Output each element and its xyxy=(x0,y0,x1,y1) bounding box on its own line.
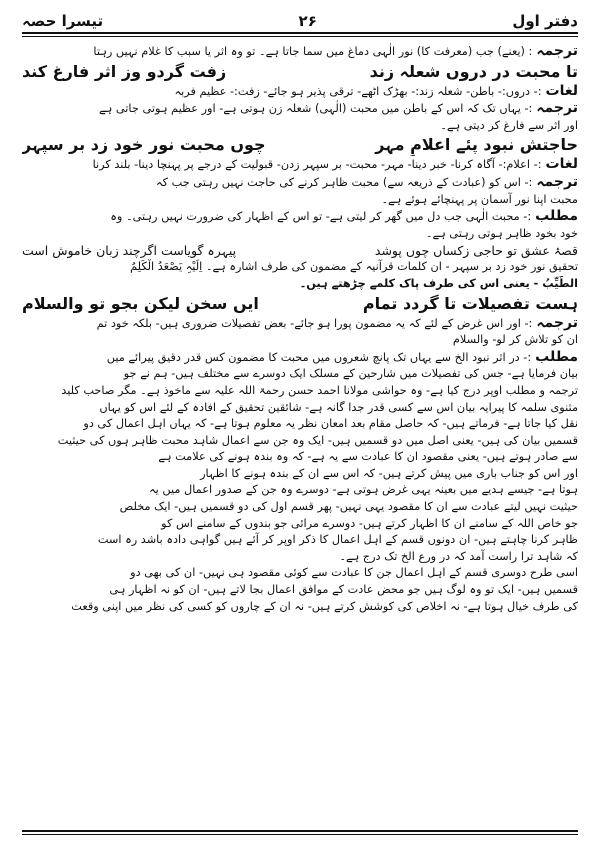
text-line: بیان فرمایا ہے- جس کی تفصیلات میں شارحین کے مسلک ایک دوسرے سے مختلف ہیں- ہم نے جو xyxy=(123,367,578,381)
page-body xyxy=(22,43,578,615)
text-line: نقل کیا جاتا ہے- فرماتے ہیں- کہ حاصل مقام بعد امعان نظر یہ معلوم ہوتا ہے- کہ یہاں اہل اعمال کی دو xyxy=(83,417,578,431)
verse-hemistich: قصۂ عشق تو حاجی زکساں چوں پوشد xyxy=(374,243,578,259)
text-line: خود بخود ظاہر ہوتی رہتی ہے۔ xyxy=(425,226,578,240)
text-line: اور اس کو جناب باری میں پیش کرتے ہیں- کہ اس سے ان کے بندہ ہونے کا اظہار xyxy=(200,466,578,480)
verse-hemistich: تا محبت در دروں شعلہ زند xyxy=(369,61,578,81)
text-line: ترجمہ:- اور اس غرض کے لئے کہ یہ مضمون پورا ہو جائے- بعض تفصیلات ضروری ہیں- بلکہ خود تم xyxy=(96,314,578,331)
header-rule xyxy=(22,32,578,37)
part-title: تیسرا حصہ xyxy=(22,12,104,30)
text-line: الطَّیِّبُ - یعنی اس کی طرف پاک کلمے چڑھتے ہیں۔ xyxy=(299,276,578,290)
text-line: قسمیں بیان کی ہیں- یعنی اصل میں دو قسمیں ہیں- ایک وہ جن سے اعمال شاہد محبت ظاہر ہوں کی حیثیت xyxy=(57,433,578,447)
verse-hemistich: زفت گردو وز اثر فارغ کند xyxy=(22,61,227,81)
book-title: دفتر اول xyxy=(512,12,578,30)
verse-couplet xyxy=(22,134,578,156)
text-line: کی طرف خیال ہوتا ہے- نہ اخلاص کی کوشش کرتے ہیں- نہ ان کے چاروں کو کسی کی نظر میں اپنی وقعت xyxy=(71,599,578,613)
label-tarjama: ترجمہ xyxy=(536,173,578,190)
text-line: لغات:- دروں:- باطن- شعلہ زند:- بھڑک اٹھے- ترقی پذیر ہو جائے- زفت:- عظیم فربہ xyxy=(174,82,578,99)
text-line: کہ شاہد ترا راست آمد کہ در ورع الخ تک درج ہے۔ xyxy=(339,549,578,563)
text-line: اسی طرح دوسری قسم کے اہل اعمال جن کا عبادت سے کوئی مقصود ہی نہیں- ان کی بھی دو xyxy=(130,566,578,580)
page-header xyxy=(22,8,578,30)
verse-couplet xyxy=(22,242,578,259)
footer-rule xyxy=(22,830,578,835)
label-tarjama: ترجمہ xyxy=(536,314,578,331)
text-line: مطلب:- محبت الٰہی جب دل میں گھر کر لیتی ہے- تو اس کے اظہار کی ضرورت نہیں رہتی۔ وہ xyxy=(110,208,578,225)
label-matlab: مطلب xyxy=(535,348,578,365)
verse-hemistich: پیہرہ گویاست اگرچند زبان خاموش است xyxy=(22,243,237,259)
text-line: ظاہر کرنا چاہتے ہیں- ان دونوں قسم کے اہل اعمال کا ذکر اوپر کر آئے ہیں گواہی دادہ باشد رہ است xyxy=(97,533,578,547)
text-line: اور اثر سے فارغ کر دیتی ہے۔ xyxy=(440,118,578,132)
text-line: ترجمہ و مطلب اوپر درج کیا ہے- وہ حواشی مولانا احمد حسن رحمۃ اللہ علیہ سے ماخوذ ہے۔ مگر صاحب کلید xyxy=(61,383,578,397)
text-line: لغات:- اعلام:- آگاہ کرنا- خبر دینا- مہر- محبت- بر سپہر زدن- قبولیت کے درجے پر پہنچا دینا- بلند کرنا xyxy=(92,156,578,173)
text-line: ترجمہ:- یہاں تک کہ اس کے باطن میں محبت (الٰہی) شعلہ زن ہوتی ہے- اور عظیم ہوتی جاتی ہے xyxy=(99,100,578,117)
text-line: ان کو تلاش کر لو- والسلام xyxy=(452,333,578,347)
label-tarjama: ترجمہ xyxy=(536,100,578,117)
text-line: جو خاص اللہ کے سامنے ان کا اظہار کرتے ہیں- دوسرے مرائی جو بندوں کے سامنے اس کو xyxy=(161,516,578,530)
text-line: حیثیت نہیں لیتے عبادت سے ان کا مقصود یہی نہیں- پھر قسم اول کی دو قسمیں ہیں- ایک مخلص xyxy=(119,500,578,514)
text-line: قسمیں ہیں- ایک تو وہ لوگ ہیں جو محض عادت کے موافق اعمال بجا لاتے ہیں- ان کو نہ اظہار ہی xyxy=(109,583,578,597)
page-number: ۲۶ xyxy=(298,12,317,30)
text-line: تحقیق نور خود زد بر سپہر - ان کلمات قرآنیہ کے مضمون کی طرف اشارہ ہے۔ اِلَیْہِ یَصْعَدُ الْکَلِمُ xyxy=(130,260,578,274)
text-line: سے صادر ہوتے ہیں- یعنی مقصود ان کا عبادت سے یہ ہے- کہ وہ بندہ ہونے کی علامت ہے xyxy=(158,450,578,464)
verse-couplet xyxy=(22,61,578,83)
text-line: مثنوی سلمہ کا پیرایہ بیان اس سے کسی قدر جدا گانہ ہے- شائقین تحقیق کے افادہ کے لئے اس کو یہاں xyxy=(99,400,578,414)
text-line: ہوتا ہے- جیسے ہدیے میں بعینہ یہی غرض ہوتی ہے- دوسرے وہ جن کے صدور اعمال میں یہ xyxy=(149,483,578,497)
label-tarjama: ترجمہ xyxy=(536,43,578,59)
label-matlab: مطلب xyxy=(535,208,578,225)
verse-hemistich: حاجتش نبود پئے اعلامِ مہر xyxy=(375,135,578,155)
text-line: محبت اپنا نور آسمان پر پہنچائے ہوئے ہے۔ xyxy=(381,192,578,206)
text-line: ترجمہ:- اس کو (عبادت کے ذریعہ سے) محبت ظاہر کرنے کی حاجت نہیں رہتی جب کہ xyxy=(156,173,578,190)
label-lughat: لغات xyxy=(545,82,578,99)
verse-hemistich: ایں سخن لیکن بجو تو والسلام xyxy=(22,293,259,313)
verse-couplet xyxy=(22,293,578,315)
text-line: مطلب:- در اثر نبود الخ سے یہاں تک پانچ شعروں میں محبت کا مضمون کس قدر دقیق پیرائے میں xyxy=(106,348,578,365)
verse-hemistich: چوں محبت نور خود زد بر سپہر xyxy=(22,135,266,155)
label-lughat: لغات xyxy=(545,156,578,173)
verse-hemistich: ہست تفصیلات تا گردد تمام xyxy=(362,293,578,313)
text-line: ترجمہ: (یعنے) جب (معرفت کا) نور الٰہی دماغ میں سما جاتا ہے۔ تو وہ اثر یا سبب کا غلام نہیں رہتا xyxy=(93,43,578,59)
